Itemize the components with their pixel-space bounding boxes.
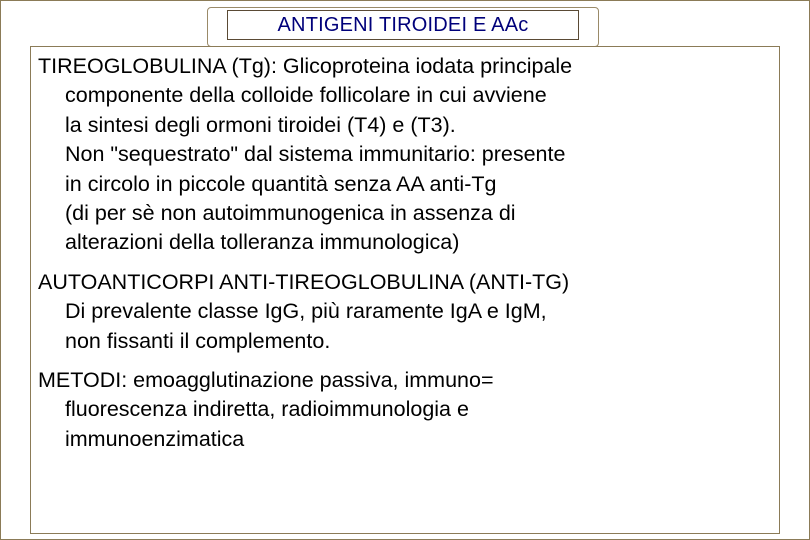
section-heading-line: METODI: emoagglutinazione passiva, immuno= xyxy=(38,367,494,392)
body-line: in circolo in piccole quantità senza AA anti-Tg xyxy=(65,171,497,196)
body-line: fluorescenza indiretta, radioimmunologia e xyxy=(65,397,469,422)
body-line: immunoenzimatica xyxy=(65,426,245,451)
section-heading-line: TIREOGLOBULINA (Tg): Glicoproteina iodata principale xyxy=(38,54,573,78)
body-line: (di per sè non autoimmunogenica in assenza di xyxy=(65,200,516,225)
body-line: la sintesi degli ormoni tiroidei (T4) e (T3). xyxy=(65,112,456,137)
body-line: Di prevalente classe IgG, più raramente IgA e IgM, xyxy=(65,299,547,324)
body-line: alterazioni della tolleranza immunologica) xyxy=(65,230,460,255)
section-tireoglobulina xyxy=(38,52,778,258)
title-box xyxy=(227,10,579,40)
section-spacer xyxy=(38,356,778,366)
section-spacer xyxy=(38,258,778,268)
content-text xyxy=(38,52,778,454)
section-autoanticorpi xyxy=(38,268,778,356)
section-metodi xyxy=(38,366,778,454)
body-line: componente della colloide follicolare in cui avviene xyxy=(65,83,547,108)
slide-title: ANTIGENI TIROIDEI E AAc xyxy=(277,13,529,36)
body-line: Non "sequestrato" dal sistema immunitario: presente xyxy=(65,142,566,167)
body-line: non fissanti il complemento. xyxy=(65,328,331,353)
section-heading-line: AUTOANTICORPI ANTI-TIREOGLOBULINA (ANTI-TG) xyxy=(38,269,570,294)
